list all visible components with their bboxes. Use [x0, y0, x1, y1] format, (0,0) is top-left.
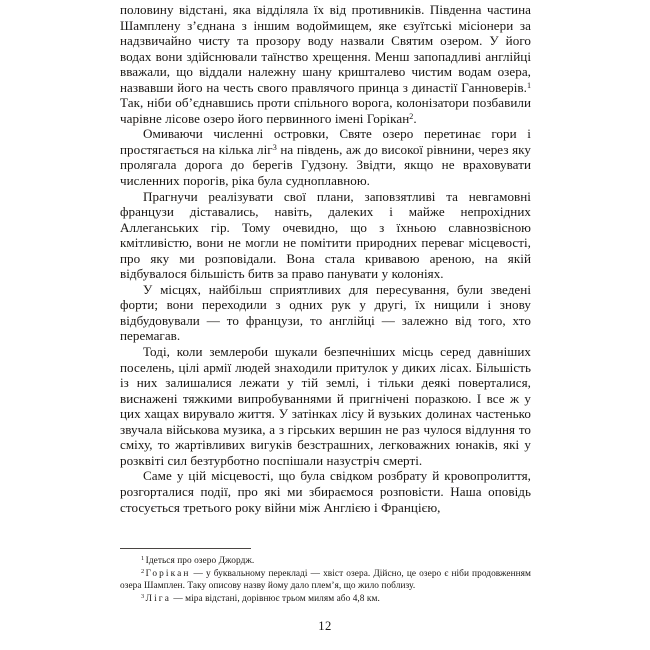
footnote-2: [120, 569, 531, 592]
paragraph-5: Тоді, коли землероби шукали безпечніших місць серед давніших поселень, цілі армії людей знаходили притулок у диких лісах. Більшість із них залишалися лежати у тій землі, і тільки деякі поверталися, виснажені тяжкими випробуваннями й пригнічені поразкою. І все ж у цих хащах вирувало життя. У затінках лісу й вузьких долинах частенько звучала військова музика, а з гірських вершин не раз чулося відлуння то сміху, то жартівливих вигуків безстрашних, легковажних юнаків, які у розквіті сил безтурботно поспішали назустріч смерті.: [120, 344, 531, 468]
paragraph-2-text-after-marker: на південь, аж до високої рівнини, через яку пролягала дорога до берегів Гудзону. Звідти, якщо не враховувати численних порогів, ріка була судноплавною.: [120, 141, 531, 189]
footnote-1-marker: 1: [141, 554, 145, 562]
paragraph-4: У місцях, найбільш сприятливих для пересування, були зведені форти; вони переходили з одних рук у другі, їх нищили і знову відбудовували — то французи, то англійці — залежно від того, хто перемагав.: [120, 281, 531, 344]
paragraph-1-text: половину відстані, яка відділяла їх від противників. Південна частина Шамплену з’єднана з іншим водоймищем, яке єзуїтські місіонери за надзвичайно чисту та прозору воду назвали Святим озером. У його водах вони здійснювали таїнство хрещення. Менш запопадливі англійці вважали, що віддали належну шану кришталево чистим водам озера, назвавши його на честь свого правлячого принца з династії Ганноверів.: [120, 2, 531, 95]
footnote-3: [120, 594, 531, 606]
footnote-2-term: Горікан: [145, 569, 191, 580]
footnote-separator-rule: [120, 548, 251, 549]
body-text-block: [120, 2, 531, 515]
footnote-3-text: — міра відстані, дорівнює трьом милям або 4,8 км.: [171, 593, 380, 604]
footnote-block: [120, 548, 531, 605]
page-number: 12: [318, 619, 332, 633]
footnote-3-marker: 3: [141, 592, 145, 600]
paragraph-6: Саме у цій місцевості, що була свідком розбрату й кровопролиття, розгорталися події, про які ми збираємося розповісти. Наша оповідь стосується третього року війни між Англією і Францією,: [120, 468, 531, 515]
footnote-1-text: Ідеться про озеро Джордж.: [145, 556, 255, 566]
footnote-1: [120, 556, 531, 568]
footnote-3-term: Ліга: [145, 593, 171, 604]
paragraph-1-text-after-marker: Так, ніби об’єднавшись проти спільного ворога, колонізатори позбавили чарівне лісове озеро його первинного імені Горікан: [120, 95, 531, 126]
footnote-2-text: — у буквальному перекладі — хвіст озера. Дійсно, це озеро є ніби продовженням озера Шамплен. Таку описову назву йому дало плем’я, що жило поблизу.: [120, 569, 531, 591]
footnote-ref-3[interactable]: 3: [272, 142, 277, 152]
footnote-ref-2[interactable]: 2: [409, 111, 414, 121]
footnote-ref-1[interactable]: 1: [526, 80, 531, 90]
paragraph-2-text: Омиваючи численні островки, Святе озеро перетинає гори і простягається на кілька ліг: [120, 126, 531, 157]
paragraph-3: Прагнучи реалізувати свої плани, заповзятливі та невгамовні французи діставались, навіть, далеких і майже непрохідних Аллеганських гір. Тому очевидно, що з їхньою славнозвісною кмітливістю, вони не могли не помітити природних переваг місцевості, про яку ми розповідали. Вона стала кривавою ареною, на якій відбувалося більшість битв за право панувати у колоніях.: [120, 188, 531, 282]
footnote-2-marker: 2: [141, 567, 145, 575]
paragraph-1-text-end: .: [413, 110, 417, 126]
paragraph-1: [120, 2, 531, 126]
paragraph-2: [120, 126, 531, 188]
